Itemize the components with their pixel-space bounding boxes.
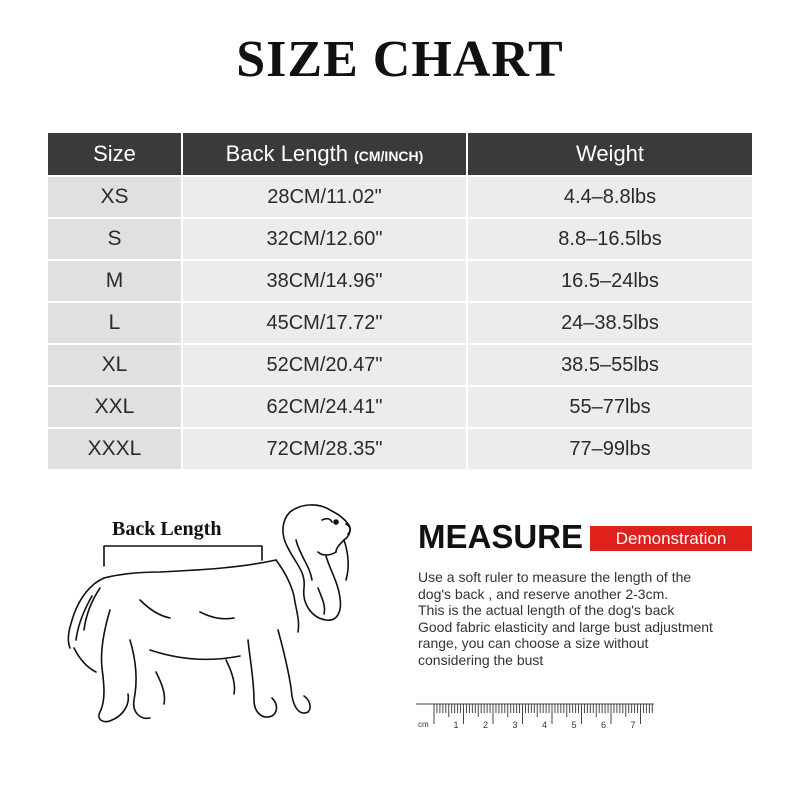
size-cell: M	[48, 260, 182, 302]
table-row	[48, 260, 752, 302]
weight-cell: 4.4–8.8lbs	[467, 176, 752, 218]
table-row	[48, 428, 752, 469]
instruction-line: Use a soft ruler to measure the length of the	[418, 569, 692, 585]
back-length-cell: 32CM/12.60"	[182, 218, 467, 260]
table-row	[48, 344, 752, 386]
table-header-row	[48, 133, 752, 176]
weight-cell: 77–99lbs	[467, 428, 752, 469]
table-row	[48, 386, 752, 428]
size-cell: S	[48, 218, 182, 260]
header-size: Size	[48, 133, 182, 176]
instruction-line: range, you can choose a size without	[418, 635, 649, 651]
ruler-number: 5	[571, 720, 577, 730]
table-row	[48, 302, 752, 344]
size-chart-title: SIZE CHART	[236, 31, 564, 88]
back-length-cell: 62CM/24.41"	[182, 386, 467, 428]
table-row	[48, 218, 752, 260]
ruler-number: 7	[630, 720, 636, 730]
header-back-length-label: Back Length	[225, 141, 348, 166]
table-row	[48, 176, 752, 218]
back-length-cell: 72CM/28.35"	[182, 428, 467, 469]
ruler-unit-label: cm	[418, 720, 429, 729]
weight-cell: 55–77lbs	[467, 386, 752, 428]
ruler-number: 1	[453, 720, 459, 730]
size-cell: L	[48, 302, 182, 344]
back-length-cell: 28CM/11.02"	[182, 176, 467, 218]
weight-cell: 8.8–16.5lbs	[467, 218, 752, 260]
size-cell: XS	[48, 176, 182, 218]
measure-instructions	[418, 569, 763, 668]
size-cell: XXXL	[48, 428, 182, 469]
instruction-line: dog's back , and reserve another 2-3cm.	[418, 585, 669, 602]
ruler-number: 6	[601, 720, 607, 730]
measure-title: MEASURE	[418, 518, 584, 555]
ruler-icon	[416, 700, 654, 736]
weight-cell: 16.5–24lbs	[467, 260, 752, 302]
size-table	[48, 133, 752, 469]
header-weight: Weight	[467, 133, 752, 176]
instruction-line: This is the actual length of the dog's back	[418, 602, 675, 618]
ruler-number: 4	[542, 720, 548, 730]
weight-cell: 24–38.5lbs	[467, 302, 752, 344]
ruler-number: 2	[483, 720, 489, 730]
back-length-cell: 45CM/17.72"	[182, 302, 467, 344]
weight-cell: 38.5–55lbs	[467, 344, 752, 386]
size-cell: XXL	[48, 386, 182, 428]
back-length-label: Back Length	[112, 518, 222, 540]
ruler-number: 3	[512, 720, 518, 730]
size-cell: XL	[48, 344, 182, 386]
instruction-line: Good fabric elasticity and large bust adjustment	[418, 618, 713, 635]
demonstration-badge: Demonstration	[590, 526, 752, 551]
back-length-cell: 38CM/14.96"	[182, 260, 467, 302]
header-length-unit: (CM/INCH)	[354, 148, 424, 164]
header-back-length	[182, 133, 467, 176]
back-length-cell: 52CM/20.47"	[182, 344, 467, 386]
instruction-line: considering the bust	[418, 651, 544, 668]
